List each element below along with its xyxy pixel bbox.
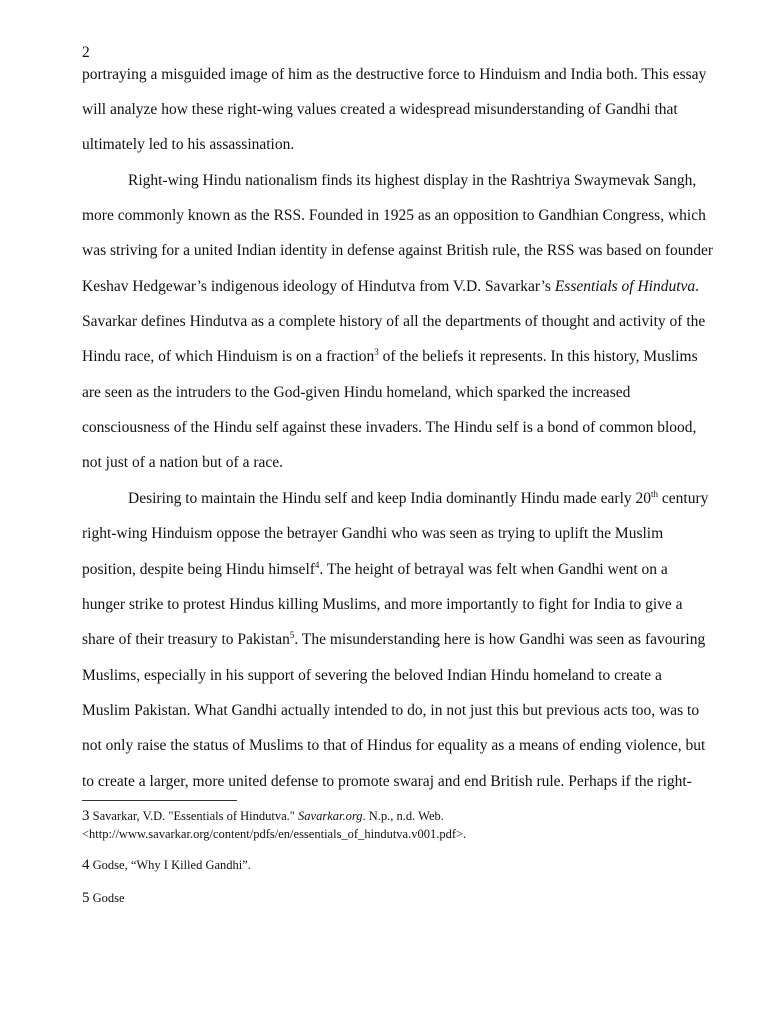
body-line: share of their treasury to Pakistan$^5$. The misunderstanding here is how Gandhi was seen as favouring — [82, 630, 706, 648]
body-line: Muslim Pakistan. What Gandhi actually intended to do, in not just this but previous acts too, was to — [82, 702, 700, 719]
footnote-3-url[interactable]: <http://www.savarkar.org/content/pdfs/en/essentials_of_hindutva.v001.pdf>. — [82, 827, 467, 841]
footnote-ref[interactable]: 3 — [374, 347, 379, 357]
book-title: Essentials of Hindutva — [554, 278, 696, 295]
body-line: Desiring to maintain the Hindu self and keep India dominantly Hindu made early 20th century — [128, 489, 709, 507]
footnote-4: 4 Godse, “Why I Killed Gandhi”. — [82, 857, 251, 873]
body-line: was striving for a united Indian identity in defense against British rule, the RSS was based on founder — [82, 242, 714, 259]
footnote-3: 3 Savarkar, V.D. "Essentials of Hindutva." Savarkar.org. N.p., n.d. Web. — [82, 808, 444, 824]
body-line: Savarkar defines Hindutva as a complete history of all the departments of thought and activity of the — [82, 313, 706, 330]
body-line: consciousness of the Hindu self against these invaders. The Hindu self is a bond of common blood, — [82, 419, 697, 436]
body-line: not just of a nation but of a race. — [82, 454, 284, 471]
footnote-separator — [82, 800, 237, 801]
footnote-5: 5 Godse — [82, 890, 125, 906]
body-line: right-wing Hinduism oppose the betrayer Gandhi who was seen as trying to uplift the Muslim — [82, 525, 664, 542]
footnote-ref[interactable]: 5 — [289, 630, 295, 640]
body-line: portraying a misguided image of him as the destructive force to Hinduism and India both. This essay — [82, 66, 707, 83]
body-line: Keshav Hedgewar’s indigenous ideology of Hindutva from V.D. Savarkar’s Essentials of Hindutva. — [82, 278, 700, 295]
body-line: Hindu race, of which Hinduism is on a fraction$^3$ of the beliefs it represents. In this history, Muslims — [82, 347, 698, 365]
body-line: are seen as the intruders to the God-given Hindu homeland, which sparked the increased — [82, 384, 631, 401]
body-line: to create a larger, more united defense to promote swaraj and end British rule. Perhaps if the right- — [82, 773, 692, 790]
body-line: Right-wing Hindu nationalism finds its highest display in the Rashtriya Swaymevak Sangh, — [128, 172, 697, 189]
body-line: Muslims, especially in his support of severing the beloved Indian Hindu homeland to create a — [82, 667, 662, 684]
body-line: hunger strike to protest Hindus killing Muslims, and more importantly to fight for India to give a — [82, 596, 683, 613]
body-line: will analyze how these right-wing values created a widespread misunderstanding of Gandhi that — [82, 101, 678, 118]
footnote-ref[interactable]: 4 — [314, 560, 320, 570]
body-line: ultimately led to his assassination. — [82, 136, 295, 153]
body-line: more commonly known as the RSS. Founded in 1925 as an opposition to Gandhian Congress, which — [82, 207, 706, 224]
page-number: 2 — [82, 44, 90, 61]
ordinal-suffix: th — [651, 489, 659, 499]
body-line: not only raise the status of Muslims to that of Hindus for equality as a means of ending violence, but — [82, 737, 706, 754]
body-line: position, despite being Hindu himself$^4$. The height of betrayal was felt when Gandhi went on a — [82, 560, 668, 578]
